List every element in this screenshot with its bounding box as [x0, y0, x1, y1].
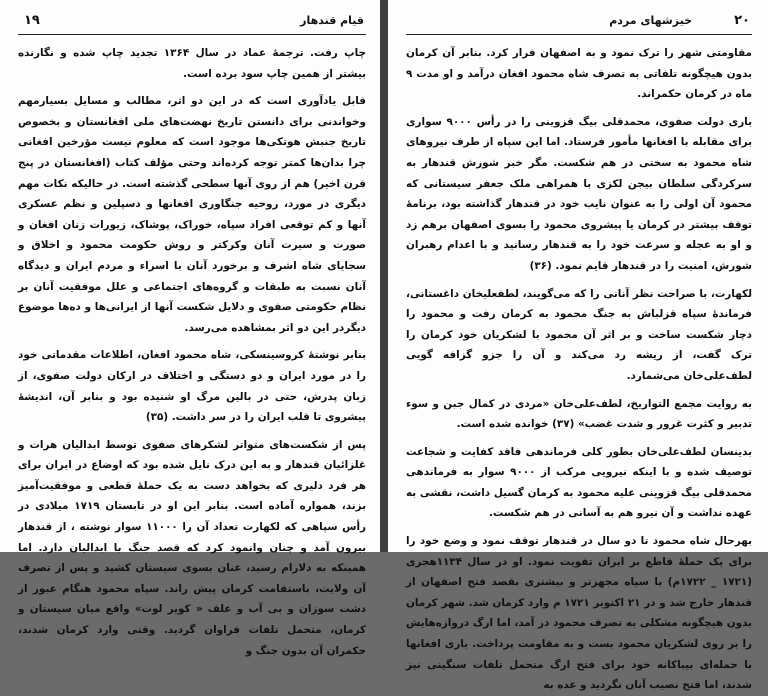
- paragraph: باری دولت صفوی، محمدقلی بیگ قزوینی را در رأس ۹۰۰۰ سواری برای مقابله با افغانها مأمور فرستاد. اما این سپاه از طرف نیروهای شاه محمود به سختی در هم شکست. مگر خبر شورش قندهار به سرکردگی سلطان بیجن لکزی با همراهی ملک جعفر سیستانی که محمود آن اولی را به عنوان نایب خود در قندهار گذاشته بود، برنامهٔ توقف بیشتر در کرمان یا پیشروی محمود را بسوی اصفهان برهم زد و او به عجله و سرعت خود را به قندهار رسانید و با اعدام رهبران شورش، امنیت را در قندهار قایم نمود. (۳۶): [406, 115, 752, 272]
- paragraph: بدینسان لطف‌علی‌خان بطور کلی فرماندهی فاقد کفایت و شجاعت توصیف شده و با اینکه نیرویی مرکب از ۹۰۰۰ سوار به فرماندهی محمدقلی بیگ قزوینی علیه محمود به کرمان گسیل داشت، نقشی به عهده نداشت و آن نیرو هم به آسانی در هم شکست.: [406, 445, 752, 520]
- running-header: [18, 14, 366, 35]
- paragraph: قابل یادآوری است که در این دو اثر، مطالب و مسایل بسیارمهم وخواندنی برای دانستن تاریخ نهضت‌های ملی افغانستان و بخصوص تاریخ جنبش هوتکی‌ها موجود است که معلوم نیست مؤرخین افغانی چرا بدان‌ها کمتر توجه کرده‌اند وحتی مؤلف کتاب (افغانستان در پنج قرن اخیر) هم از روی آنها سطحی گذشته است. در حالیکه نکات مهم دیگری در مورد، روحیه جنگاوری افغانها و دسپلین و نظم عسکری آنها و کم توقعی افراد سپاه، خوراک، پوشاک، زیورات زنان افغان و صورت و سیرت آنان وکرکتر و روش حکومت محمود و اخلاق و سجایای شاه اشرف و برخورد آنان با اسراء و مردم ایران و دیدگاه آنان نسبت به طبقات و گروه‌های اجتماعی و علل موفقیت آنان بر نظام حکومتی صفوی و دلایل شکست آنها از ایرانی‌ها و ده‌ها موضوع دیگردر این دو اثر بمشاهده می‌رسد.: [18, 95, 366, 334]
- running-title: خیزشهای مردم: [609, 14, 692, 27]
- running-title: قیام قندهار: [300, 14, 364, 27]
- page-body: [406, 43, 752, 696]
- page-right: [388, 0, 768, 692]
- paragraph: پس از شکست‌های متواتر لشکرهای صفوی توسط ابدالیان هرات و غلزائیان قندهار و به این درک نایل شده بود که اوضاع در ایران برای هر فرد دلیری که بخواهد دست به یک حملهٔ قطعی و موفقیت‌آمیز بزند، همواره آماده است. بنابر این او در تابستان ۱۷۱۹ میلادی در رأس سپاهی که لکهارت تعداد آن را ۱۱۰۰۰ سوار نوشته ، از قندهار بیرون آمد و چنان وانمود کرد که قصد جنگ با ابدالیان دارد. اما همینکه به دلارام رسید، عنان بسوی سیستان کشید و پس از تصرف آن ولایت، باستقامت کرمان پیش راند. سپاه محمود هنگام عبور از دشت سوزان و بی آب و علف « کویر لوت» واقع میان سیستان و کرمان، متحمل تلفات فراوان گردید. وقتی وارد کرمان شدند، حکمران آن بدون جنگ و: [18, 438, 367, 657]
- paragraph: چاپ رفت. ترجمهٔ عماد در سال ۱۳۶۴ تجدید چاپ شده و نگارنده بیشتر از همین چاپ سود برده است.: [18, 47, 366, 80]
- paragraph: لکهارت، با صراحت نظر آنانی را که می‌گویند، لطفعلیخان داغستانی، فرماندهٔ سپاه قزلباش به جنگ محمود به کرمان رفت و محمود را دچار شکست ساخت و بر اثر آن محمود با لشکریان خود کرمان را ترک گفت، از ریشه رد می‌کند و آن را جزو گزافه گویی لطف‌علی‌خان می‌شمارد.: [406, 287, 752, 382]
- page-body: [18, 43, 366, 661]
- book-gutter: [380, 0, 388, 552]
- paragraph: بنابر نوشتهٔ کروسینسکی، شاه محمود افغان، اطلاعات مقدماتی خود را در مورد ایران و دو دستگی و اختلاف در ارکان دولت صفوی، از زبان پدرش، حتی در بالین مرگ او شنیده بود و بنابر آن، اندیشهٔ پیشروی تا قلب ایران را در سر داشت. (۳۵): [18, 349, 366, 424]
- page-number: ۲۰: [734, 13, 750, 28]
- paragraph: مقاومتی شهر را ترک نمود و به اصفهان فرار کرد. بنابر آن کرمان بدون هیچگونه تلفاتی به تصرف شاه محمود افغان درآمد و او مدت ۹ ماه در کرمان حکمراند.: [406, 47, 752, 101]
- page-left: [0, 0, 380, 657]
- paragraph: بهرحال شاه محمود تا دو سال در قندهار توقف نمود و وضع خود را برای یک حملهٔ قاطع بر ایران تقویت نمود. او در سال ۱۱۳۴هجری (۱۷۲۱ _ ۱۷۲۲م) با سپاه مجهزتر و بیشتری بقصد فتح اصفهان از قندهار خارج شد و در ۲۱ اکتوبر ۱۷۲۱ م وارد کرمان شد. شهر کرمان بدون هیچگونه مشکلی به تصرف محمود در آمد، اما ارگ دروازه‌هایش را بر روی لشکریان محمود بست و به مقاومت پرداخت. باری افغانها با حمله‌ای بیباکانه خود برای فتح ارگ متحمل تلفات سنگینی نیز شدند، اما فتح نصیب آنان نگردید و عده به: [406, 535, 752, 692]
- paragraph: به روایت مجمع التواریخ، لطف‌علی‌خان «مردی در کمال جبن و سوء تدبیر و کثرت غرور و شدت غضب» (۳۷) خوانده شده است.: [406, 397, 752, 431]
- page-number: ۱۹: [24, 13, 40, 28]
- running-header: [406, 14, 752, 35]
